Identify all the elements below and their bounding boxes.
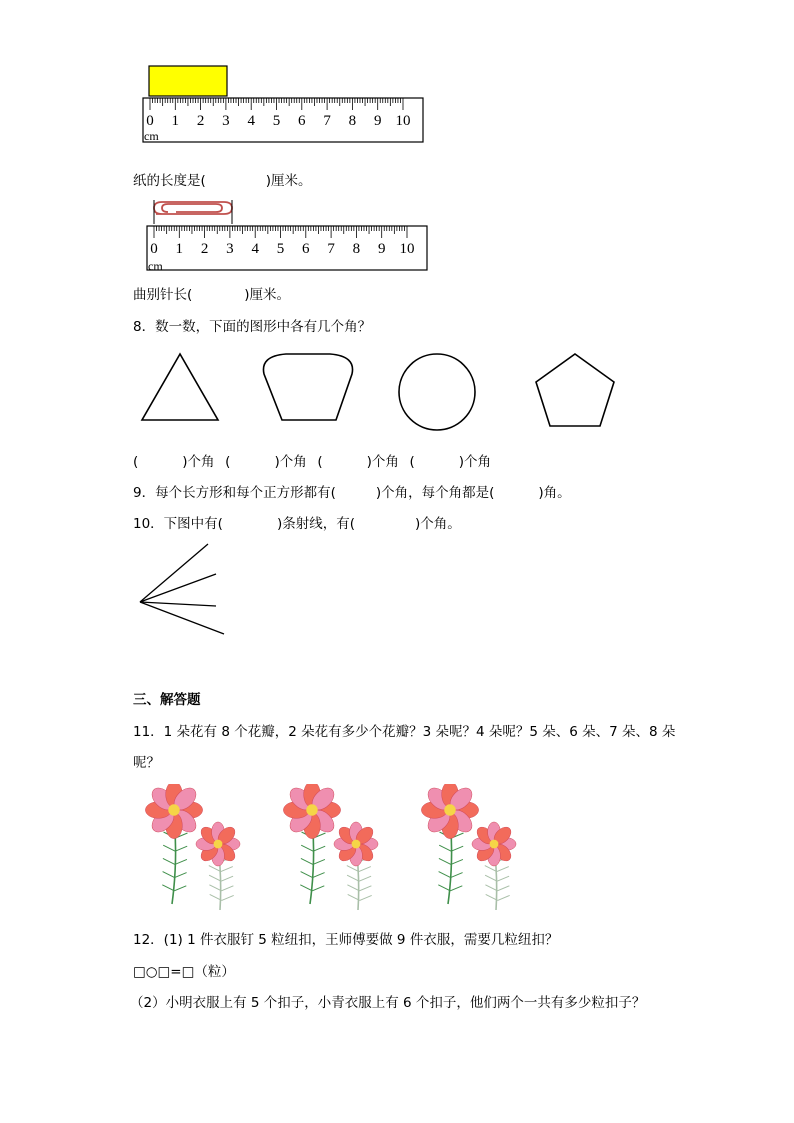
fan-shape	[263, 354, 352, 420]
ray-2	[140, 574, 216, 602]
ruler-with-paper	[140, 62, 430, 146]
ray-4	[140, 602, 224, 634]
paper-suffix: )厘米。	[265, 173, 312, 189]
paper-prefix: 纸的长度是(	[133, 173, 206, 189]
ruler-number: 6	[302, 241, 310, 257]
question-12-part2: （2）小明衣服上有 5 个扣子，小青衣服上有 6 个扣子，他们两个一共有多少粒扣子？	[130, 995, 646, 1011]
ruler-number: 7	[327, 241, 335, 257]
answer-open: (	[317, 454, 323, 470]
ruler-number: 6	[298, 113, 306, 129]
ruler-number: 1	[175, 241, 184, 257]
flower-pair	[283, 784, 378, 910]
answer-open: (	[133, 454, 139, 470]
ruler-number: 0	[150, 241, 158, 257]
ruler-unit: cm	[148, 259, 163, 273]
pentagon-shape	[536, 354, 614, 426]
q10-part3: )个角。	[415, 516, 461, 532]
question-9	[133, 484, 571, 502]
ruler-number: 3	[222, 113, 230, 129]
ruler-number: 4	[247, 113, 255, 129]
ruler-number: 1	[171, 113, 180, 129]
ruler-number: 5	[272, 113, 281, 129]
question-11-line1: 11．1 朵花有 8 个花瓣，2 朵花有多少个花瓣？3 朵呢？4 朵呢？5 朵、6 朵、7 朵、8 朵	[133, 724, 676, 740]
answer-close: )个角	[274, 454, 307, 470]
question-12-formula: □○□=□（粒）	[133, 964, 235, 980]
answer-open: (	[409, 454, 415, 470]
q9-part1: 9．每个长方形和每个正方形都有(	[133, 485, 336, 501]
yellow-paper	[149, 66, 227, 96]
ruler-number: 7	[323, 113, 331, 129]
answer-open: (	[225, 454, 231, 470]
question-paper-length	[133, 172, 312, 190]
flower-pair	[145, 784, 240, 910]
clip-suffix: )厘米。	[244, 287, 291, 303]
question-11-line2: 呢？	[133, 755, 160, 771]
ruler-unit: cm	[144, 129, 159, 143]
section-3-title: 三、解答题	[133, 692, 201, 708]
q10-part2: )条射线，有(	[276, 516, 355, 532]
answer-close: )个角	[458, 454, 492, 470]
ruler-number: 10	[399, 241, 415, 257]
ruler-number: 0	[146, 113, 154, 129]
rays-figure	[134, 540, 234, 640]
question-8: 8．数一数，下面的图形中各有几个角？	[133, 319, 372, 335]
ruler-number: 9	[373, 113, 382, 129]
answer-close: )个角	[366, 454, 399, 470]
ray-1	[140, 544, 208, 602]
clip-prefix: 曲别针长(	[133, 287, 193, 303]
ruler-number: 3	[226, 241, 234, 257]
ruler-number: 4	[251, 241, 259, 257]
answer-close: )个角	[182, 454, 215, 470]
triangle-shape	[142, 354, 218, 420]
question-12-part1: 12．(1) 1 件衣服钉 5 粒纽扣，王师傅要做 9 件衣服，需要几粒纽扣？	[133, 932, 559, 948]
ruler-number: 9	[377, 241, 386, 257]
ruler-number: 5	[276, 241, 285, 257]
question-8-answers	[133, 453, 491, 471]
ray-3	[140, 602, 216, 606]
question-10	[133, 515, 461, 533]
paper-clip-icon	[154, 202, 232, 214]
ruler-number: 10	[395, 113, 411, 129]
q9-part3: )角。	[538, 485, 571, 501]
ruler-number: 2	[196, 113, 205, 129]
flowers-illustration	[138, 784, 538, 916]
q10-part1: 10．下图中有(	[133, 516, 223, 532]
ruler-number: 8	[348, 113, 357, 129]
question-clip-length	[133, 286, 290, 304]
q9-part2: )个角，每个角都是(	[375, 485, 495, 501]
circle-shape	[399, 354, 475, 430]
ruler-with-clip	[144, 200, 434, 276]
shapes-row	[130, 348, 630, 438]
flower-pair	[421, 784, 516, 910]
ruler-number: 8	[352, 241, 361, 257]
ruler-number: 2	[200, 241, 209, 257]
